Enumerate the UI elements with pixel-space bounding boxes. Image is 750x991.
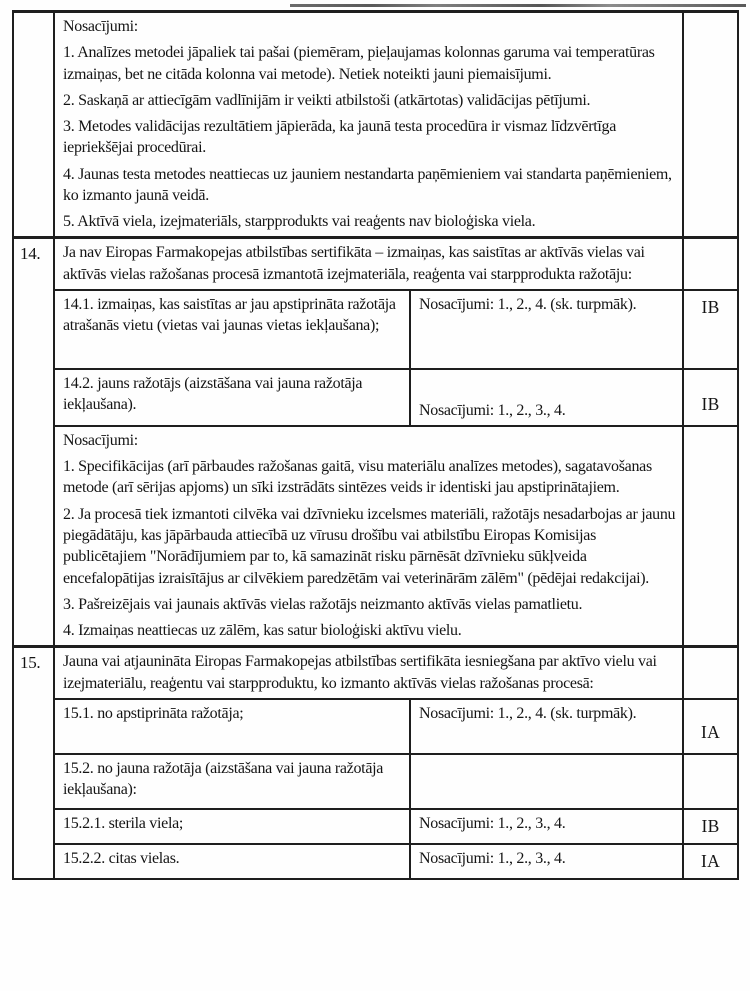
row-14-conditions-cell [54,426,683,647]
classification-cell-empty [683,12,738,238]
table-row-15-2-1 [13,809,738,844]
row-15-1-conditions-cell [410,699,683,754]
row-number-cell-14: 14. [13,238,54,647]
variations-table [12,10,739,880]
table-row-15-2 [13,754,738,809]
condition-item: 2. Ja procesā tiek izmantoti cilvēka vai dzīvnieku izcelsmes materiāli, ražotājs nesadarbojas ar jaunu piegādātāju, kas jāpārbauda attiecībā uz vīrusu drošību vai atbilstību Eiropas Komisijas publicētajiem "Norādījumiem par to, kā samazināt risku pārnēsāt dzīvnieku sūkļveida encefalopātijas izraisītājus ar cilvēkiem paredzētām vai veterinārām zālēm" (pēdējai redakcijai). [63,505,676,587]
row-15-1-classification: IA [683,699,738,754]
row-14-1-description: 14.1. izmaiņas, kas saistītas ar jau apstiprināta ražotāja atrašanās vietu (vietas vai jaunas vietas iekļaušana); [63,295,396,335]
row-number-cell-15: 15. [13,647,54,880]
table-row-top-conditions [13,12,738,238]
table-row-14-2 [13,369,738,426]
row-14-2-description: 14.2. jauns ražotājs (aizstāšana vai jauna ražotāja iekļaušana). [63,374,363,414]
row-15-2-2-classification: IA [683,844,738,879]
row-15-2-description-cell [54,754,410,809]
row-14-1-conditions-cell [410,290,683,369]
condition-item: 3. Metodes validācijas rezultātiem jāpierāda, ka jaunā testa procedūra ir vismaz līdzvērtīga iepriekšējai procedūrai. [63,118,617,157]
condition-item: 4. Izmaiņas neattiecas uz zālēm, kas satur bioloģiski aktīvu vielu. [63,622,462,640]
row-15-2-2-conditions: Nosacījumi: 1., 2., 3., 4. [419,850,566,868]
condition-item: 5. Aktīvā viela, izejmateriāls, starpprodukts vai reaģents nav bioloģiska viela. [63,213,536,231]
row-15-2-2-conditions-cell [410,844,683,879]
row-15-heading: Jauna vai atjaunināta Eiropas Farmakopejas atbilstības sertifikāta iesniegšana par aktīvo vielu vai izejmateriālu, reaģentu vai starpproduktu, ko izmanto aktīvās vielas ražošanas procesā: [63,653,657,692]
row-15-2-1-conditions-cell [410,809,683,844]
table-row-14 [13,238,738,290]
table-row-14-conditions [13,426,738,647]
row-15-2-1-conditions: Nosacījumi: 1., 2., 3., 4. [419,814,566,832]
row-15-2-1-classification: IB [683,809,738,844]
classification-cell-empty [683,647,738,699]
row-number-cell-empty [13,12,54,238]
conditions-title: Nosacījumi: [63,431,138,449]
row-15-2-description: 15.2. no jauna ražotāja (aizstāšana vai jauna ražotāja iekļaušana): [63,759,384,799]
row-15-1-description: 15.1. no apstiprināta ražotāja; [63,704,244,722]
row-14-1-classification: IB [683,290,738,369]
table-row-15 [13,647,738,699]
row-14-1-description-cell [54,290,410,369]
condition-item: 4. Jaunas testa metodes neattiecas uz jauniem nestandarta paņēmieniem vai standarta paņēmieniem, ko izmanto jaunā veidā. [63,165,672,204]
condition-item: 2. Saskaņā ar attiecīgām vadlīnijām ir veikti atbilstoši (atkārtotas) validācijas pētījumi. [63,91,591,109]
conditions-title: Nosacījumi: [63,18,138,35]
top-conditions-cell [54,12,683,238]
row-14-2-classification: IB [683,369,738,426]
table-row-15-1 [13,699,738,754]
table-row-14-1 [13,290,738,369]
row-14-heading: Ja nav Eiropas Farmakopejas atbilstības sertifikāta – izmaiņas, kas saistītas ar aktīvās vielas vai aktīvās vielas ražošanas procesā izmantotā izejmateriāla, reaģenta vai starpprodukta ražotāju: [63,244,645,283]
row-14-1-conditions: Nosacījumi: 1., 2., 4. (sk. turpmāk). [419,295,637,313]
row-15-2-conditions-cell [410,754,683,809]
row-14-2-conditions: Nosacījumi: 1., 2., 3., 4. [419,401,566,419]
condition-item: 1. Specifikācijas (arī pārbaudes ražošanas gaitā, visu materiālu analīzes metodes), sagatavošanas metode (arī sērijas apjoms) un sīki izstrādāts sintēzes veids ir identiski jau apstiprinātajiem. [63,458,652,497]
row-15-2-1-description: 15.2.1. sterila viela; [63,814,184,832]
row-15-1-conditions: Nosacījumi: 1., 2., 4. (sk. turpmāk). [419,704,637,722]
row-14-2-description-cell [54,369,410,426]
row-15-2-1-description-cell [54,809,410,844]
row-14-2-conditions-cell [410,369,683,426]
classification-cell-empty [683,426,738,647]
condition-item: 1. Analīzes metodei jāpaliek tai pašai (piemēram, pieļaujamas kolonnas garuma vai temperatūras izmaiņas, bet ne citāda kolonna vai metode). Netiek noteikti jauni piemaisījumi. [63,44,655,83]
row-15-2-2-description: 15.2.2. citas vielas. [63,850,180,868]
scan-artifact-line [290,4,746,7]
classification-cell-empty [683,238,738,290]
row-15-1-description-cell [54,699,410,754]
condition-item: 3. Pašreizējais vai jaunais aktīvās vielas ražotājs neizmanto aktīvās vielas pamatlietu. [63,595,583,613]
row-15-2-classification [683,754,738,809]
row-15-heading-cell [54,647,683,699]
row-14-heading-cell [54,238,683,290]
table-row-15-2-2 [13,844,738,879]
row-15-2-2-description-cell [54,844,410,879]
